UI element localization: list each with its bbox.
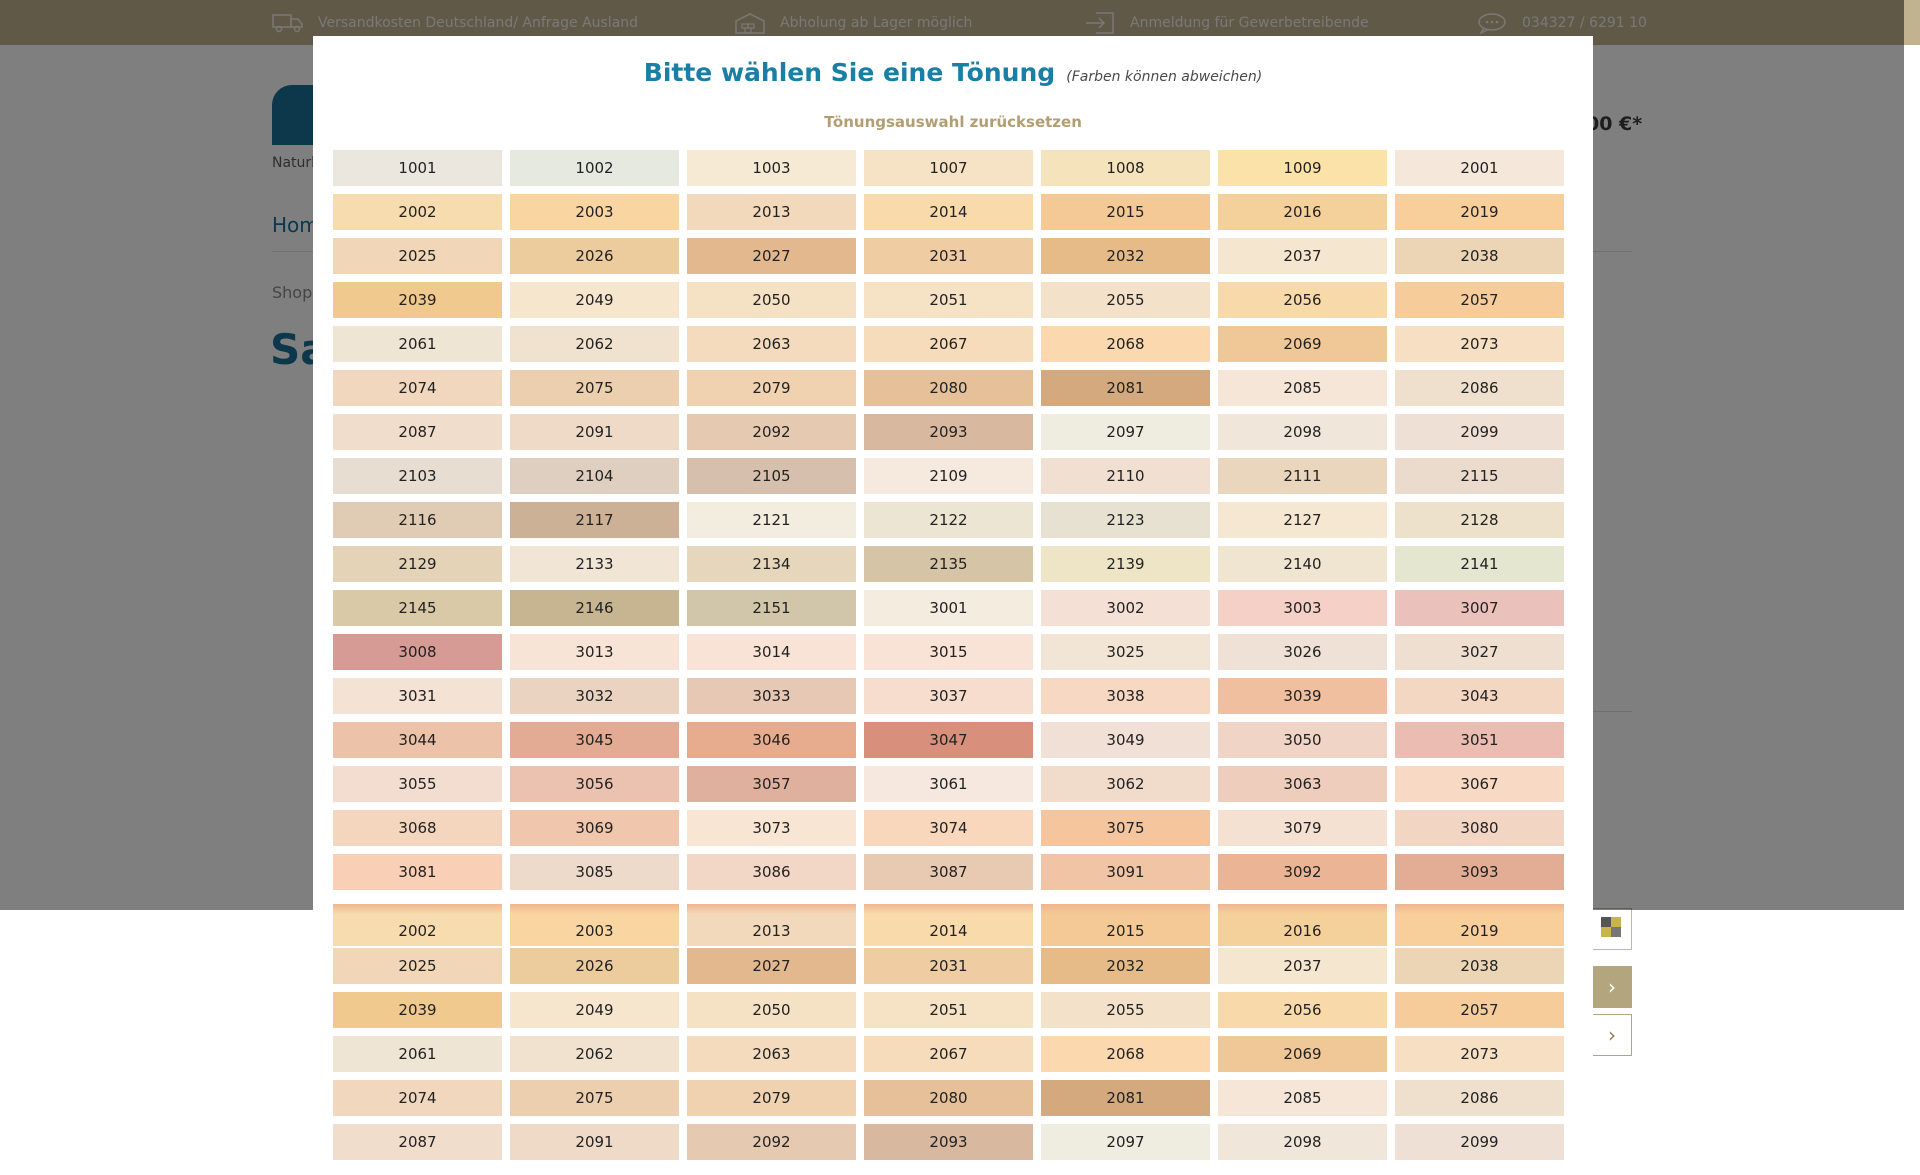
tint-swatch-2073[interactable]: 2073 <box>1395 326 1564 362</box>
tint-swatch-3046[interactable]: 3046 <box>687 722 856 758</box>
next-outline-button[interactable] <box>1592 1014 1632 1056</box>
tint-swatch-3061[interactable]: 3061 <box>864 766 1033 802</box>
tint-swatch-1003[interactable]: 1003 <box>687 150 856 186</box>
tint-swatch-3050[interactable]: 3050 <box>1218 722 1387 758</box>
tint-swatch-2110[interactable]: 2110 <box>1041 458 1210 494</box>
tint-swatch-3063[interactable]: 3063 <box>1218 766 1387 802</box>
tint-swatch-3057[interactable]: 3057 <box>687 766 856 802</box>
tint-swatch-2098[interactable]: 2098 <box>1218 1124 1387 1160</box>
tint-swatch-2031[interactable]: 2031 <box>864 948 1033 984</box>
tint-swatch-2129[interactable]: 2129 <box>333 546 502 582</box>
tint-swatch-2039[interactable]: 2039 <box>333 992 502 1028</box>
tint-swatch-2027[interactable]: 2027 <box>687 948 856 984</box>
tint-swatch-2025[interactable]: 2025 <box>333 238 502 274</box>
tint-swatch-1002[interactable]: 1002 <box>510 150 679 186</box>
tint-swatch-3069[interactable]: 3069 <box>510 810 679 846</box>
tint-swatch-2013[interactable]: 2013 <box>687 904 856 946</box>
tint-swatch-3044[interactable]: 3044 <box>333 722 502 758</box>
tint-swatch-2123[interactable]: 2123 <box>1041 502 1210 538</box>
tint-swatch-2086[interactable]: 2086 <box>1395 1080 1564 1116</box>
tint-swatch-2061[interactable]: 2061 <box>333 326 502 362</box>
tint-swatch-2092[interactable]: 2092 <box>687 414 856 450</box>
tint-swatch-3045[interactable]: 3045 <box>510 722 679 758</box>
tint-swatch-2115[interactable]: 2115 <box>1395 458 1564 494</box>
tint-swatch-2003[interactable]: 2003 <box>510 904 679 946</box>
tint-swatch-2085[interactable]: 2085 <box>1218 370 1387 406</box>
tint-swatch-2014[interactable]: 2014 <box>864 904 1033 946</box>
tint-swatch-2099[interactable]: 2099 <box>1395 1124 1564 1160</box>
tint-swatch-3062[interactable]: 3062 <box>1041 766 1210 802</box>
modal-subtitle: (Farben können abweichen) <box>1066 69 1263 85</box>
tint-swatch-2025[interactable]: 2025 <box>333 948 502 984</box>
tint-swatch-2013[interactable]: 2013 <box>687 194 856 230</box>
tint-swatch-3025[interactable]: 3025 <box>1041 634 1210 670</box>
tint-swatch-3087[interactable]: 3087 <box>864 854 1033 890</box>
tint-swatch-2019[interactable]: 2019 <box>1395 194 1564 230</box>
tint-swatch-2074[interactable]: 2074 <box>333 370 502 406</box>
tint-swatch-2099[interactable]: 2099 <box>1395 414 1564 450</box>
tint-swatch-2002[interactable]: 2002 <box>333 194 502 230</box>
tint-swatch-3079[interactable]: 3079 <box>1218 810 1387 846</box>
tint-swatch-2062[interactable]: 2062 <box>510 1036 679 1072</box>
tint-swatch-1007[interactable]: 1007 <box>864 150 1033 186</box>
tint-swatch-2067[interactable]: 2067 <box>864 1036 1033 1072</box>
tint-swatch-3015[interactable]: 3015 <box>864 634 1033 670</box>
tint-swatch-2075[interactable]: 2075 <box>510 370 679 406</box>
tint-swatch-2068[interactable]: 2068 <box>1041 1036 1210 1072</box>
tint-swatch-2067[interactable]: 2067 <box>864 326 1033 362</box>
tint-swatch-2049[interactable]: 2049 <box>510 992 679 1028</box>
tint-swatch-2050[interactable]: 2050 <box>687 282 856 318</box>
tint-swatch-2062[interactable]: 2062 <box>510 326 679 362</box>
chevron-right-icon: › <box>1608 1023 1616 1047</box>
tint-swatch-2079[interactable]: 2079 <box>687 1080 856 1116</box>
tint-swatch-3081[interactable]: 3081 <box>333 854 502 890</box>
tint-swatch-2051[interactable]: 2051 <box>864 992 1033 1028</box>
tint-swatch-2141[interactable]: 2141 <box>1395 546 1564 582</box>
reset-tint-link[interactable]: Tönungsauswahl zurücksetzen <box>824 113 1082 131</box>
tint-swatch-3075[interactable]: 3075 <box>1041 810 1210 846</box>
tint-swatch-2015[interactable]: 2015 <box>1041 194 1210 230</box>
tint-swatch-2146[interactable]: 2146 <box>510 590 679 626</box>
tint-swatch-3073[interactable]: 3073 <box>687 810 856 846</box>
tint-swatch-2016[interactable]: 2016 <box>1218 904 1387 946</box>
tint-swatch-3085[interactable]: 3085 <box>510 854 679 890</box>
tint-swatch-3039[interactable]: 3039 <box>1218 678 1387 714</box>
tint-swatch-2057[interactable]: 2057 <box>1395 992 1564 1028</box>
tint-swatch-3033[interactable]: 3033 <box>687 678 856 714</box>
tint-swatch-3086[interactable]: 3086 <box>687 854 856 890</box>
tint-swatch-2037[interactable]: 2037 <box>1218 238 1387 274</box>
tint-swatch-3055[interactable]: 3055 <box>333 766 502 802</box>
tint-swatch-3038[interactable]: 3038 <box>1041 678 1210 714</box>
tint-swatch-1001[interactable]: 1001 <box>333 150 502 186</box>
tint-swatch-2121[interactable]: 2121 <box>687 502 856 538</box>
tint-swatch-3026[interactable]: 3026 <box>1218 634 1387 670</box>
tint-swatch-2049[interactable]: 2049 <box>510 282 679 318</box>
tint-swatch-2097[interactable]: 2097 <box>1041 414 1210 450</box>
tint-swatch-2128[interactable]: 2128 <box>1395 502 1564 538</box>
tint-swatch-2056[interactable]: 2056 <box>1218 282 1387 318</box>
tint-swatch-2133[interactable]: 2133 <box>510 546 679 582</box>
tint-swatch-3001[interactable]: 3001 <box>864 590 1033 626</box>
tint-swatch-2091[interactable]: 2091 <box>510 1124 679 1160</box>
tint-swatch-1009[interactable]: 1009 <box>1218 150 1387 186</box>
tint-swatch-2014[interactable]: 2014 <box>864 194 1033 230</box>
tint-swatch-2074[interactable]: 2074 <box>333 1080 502 1116</box>
tint-selection-modal <box>313 36 1593 1175</box>
tint-swatch-3003[interactable]: 3003 <box>1218 590 1387 626</box>
tint-swatch-2103[interactable]: 2103 <box>333 458 502 494</box>
tint-swatch-2111[interactable]: 2111 <box>1218 458 1387 494</box>
tint-swatch-3056[interactable]: 3056 <box>510 766 679 802</box>
color-thumbnail[interactable] <box>1592 908 1632 950</box>
tint-swatch-2037[interactable]: 2037 <box>1218 948 1387 984</box>
next-button[interactable] <box>1592 966 1632 1008</box>
tint-swatch-2069[interactable]: 2069 <box>1218 326 1387 362</box>
tint-swatch-2026[interactable]: 2026 <box>510 238 679 274</box>
modal-title <box>313 58 1593 87</box>
tint-swatch-2026[interactable]: 2026 <box>510 948 679 984</box>
tint-swatch-2002[interactable]: 2002 <box>333 904 502 946</box>
tint-swatch-2032[interactable]: 2032 <box>1041 238 1210 274</box>
chevron-right-icon: › <box>1608 975 1616 999</box>
tint-swatch-2055[interactable]: 2055 <box>1041 992 1210 1028</box>
tint-swatch-2075[interactable]: 2075 <box>510 1080 679 1116</box>
tint-swatch-2098[interactable]: 2098 <box>1218 414 1387 450</box>
tint-swatch-2085[interactable]: 2085 <box>1218 1080 1387 1116</box>
tint-swatch-2019[interactable]: 2019 <box>1395 904 1564 946</box>
tint-swatch-2151[interactable]: 2151 <box>687 590 856 626</box>
tint-swatch-2080[interactable]: 2080 <box>864 370 1033 406</box>
tint-swatch-2001[interactable]: 2001 <box>1395 150 1564 186</box>
tint-swatch-1008[interactable]: 1008 <box>1041 150 1210 186</box>
tint-swatch-2038[interactable]: 2038 <box>1395 238 1564 274</box>
tint-swatch-3092[interactable]: 3092 <box>1218 854 1387 890</box>
tint-swatch-2134[interactable]: 2134 <box>687 546 856 582</box>
tint-swatch-2139[interactable]: 2139 <box>1041 546 1210 582</box>
tint-swatch-3014[interactable]: 3014 <box>687 634 856 670</box>
tint-swatch-2140[interactable]: 2140 <box>1218 546 1387 582</box>
tint-swatch-2097[interactable]: 2097 <box>1041 1124 1210 1160</box>
tint-swatch-2087[interactable]: 2087 <box>333 414 502 450</box>
tint-swatch-2105[interactable]: 2105 <box>687 458 856 494</box>
tint-swatch-2086[interactable]: 2086 <box>1395 370 1564 406</box>
tint-swatch-2087[interactable]: 2087 <box>333 1124 502 1160</box>
tint-swatch-3093[interactable]: 3093 <box>1395 854 1564 890</box>
tint-swatch-3067[interactable]: 3067 <box>1395 766 1564 802</box>
tint-swatch-2055[interactable]: 2055 <box>1041 282 1210 318</box>
tint-swatch-3007[interactable]: 3007 <box>1395 590 1564 626</box>
tint-swatch-2081[interactable]: 2081 <box>1041 370 1210 406</box>
tint-swatch-2063[interactable]: 2063 <box>687 1036 856 1072</box>
tint-swatch-2117[interactable]: 2117 <box>510 502 679 538</box>
tint-swatch-3047[interactable]: 3047 <box>864 722 1033 758</box>
tint-swatch-2145[interactable]: 2145 <box>333 590 502 626</box>
tint-swatch-2127[interactable]: 2127 <box>1218 502 1387 538</box>
tint-swatch-3068[interactable]: 3068 <box>333 810 502 846</box>
tint-swatch-2122[interactable]: 2122 <box>864 502 1033 538</box>
tint-swatch-2093[interactable]: 2093 <box>864 1124 1033 1160</box>
tint-swatch-2027[interactable]: 2027 <box>687 238 856 274</box>
tint-swatch-2092[interactable]: 2092 <box>687 1124 856 1160</box>
tint-swatch-3043[interactable]: 3043 <box>1395 678 1564 714</box>
tint-swatch-2109[interactable]: 2109 <box>864 458 1033 494</box>
tint-swatch-2104[interactable]: 2104 <box>510 458 679 494</box>
tint-swatch-3008[interactable]: 3008 <box>333 634 502 670</box>
tint-swatch-2091[interactable]: 2091 <box>510 414 679 450</box>
tint-swatch-3031[interactable]: 3031 <box>333 678 502 714</box>
tint-swatch-3051[interactable]: 3051 <box>1395 722 1564 758</box>
tint-swatch-2073[interactable]: 2073 <box>1395 1036 1564 1072</box>
tint-swatch-2063[interactable]: 2063 <box>687 326 856 362</box>
tint-swatch-2069[interactable]: 2069 <box>1218 1036 1387 1072</box>
tint-swatch-2032[interactable]: 2032 <box>1041 948 1210 984</box>
tint-swatch-3037[interactable]: 3037 <box>864 678 1033 714</box>
tint-swatch-2050[interactable]: 2050 <box>687 992 856 1028</box>
tint-swatch-2135[interactable]: 2135 <box>864 546 1033 582</box>
tint-swatch-2057[interactable]: 2057 <box>1395 282 1564 318</box>
tint-swatch-2039[interactable]: 2039 <box>333 282 502 318</box>
tint-swatch-2081[interactable]: 2081 <box>1041 1080 1210 1116</box>
modal-title-text: Bitte wählen Sie eine Tönung <box>643 58 1056 87</box>
tint-swatch-2068[interactable]: 2068 <box>1041 326 1210 362</box>
tint-swatch-3080[interactable]: 3080 <box>1395 810 1564 846</box>
tint-swatch-2003[interactable]: 2003 <box>510 194 679 230</box>
tint-swatch-2061[interactable]: 2061 <box>333 1036 502 1072</box>
tint-swatch-3074[interactable]: 3074 <box>864 810 1033 846</box>
tint-swatch-2079[interactable]: 2079 <box>687 370 856 406</box>
tint-swatch-3032[interactable]: 3032 <box>510 678 679 714</box>
tint-swatch-2080[interactable]: 2080 <box>864 1080 1033 1116</box>
tint-swatch-2116[interactable]: 2116 <box>333 502 502 538</box>
tint-swatch-3049[interactable]: 3049 <box>1041 722 1210 758</box>
tint-swatch-2056[interactable]: 2056 <box>1218 992 1387 1028</box>
tint-swatch-2031[interactable]: 2031 <box>864 238 1033 274</box>
tint-swatch-2038[interactable]: 2038 <box>1395 948 1564 984</box>
tint-swatch-2051[interactable]: 2051 <box>864 282 1033 318</box>
tint-swatch-3091[interactable]: 3091 <box>1041 854 1210 890</box>
tint-swatch-2015[interactable]: 2015 <box>1041 904 1210 946</box>
tint-swatch-2016[interactable]: 2016 <box>1218 194 1387 230</box>
tint-swatch-3002[interactable]: 3002 <box>1041 590 1210 626</box>
tint-swatch-3027[interactable]: 3027 <box>1395 634 1564 670</box>
tint-swatch-3013[interactable]: 3013 <box>510 634 679 670</box>
tint-swatch-2093[interactable]: 2093 <box>864 414 1033 450</box>
